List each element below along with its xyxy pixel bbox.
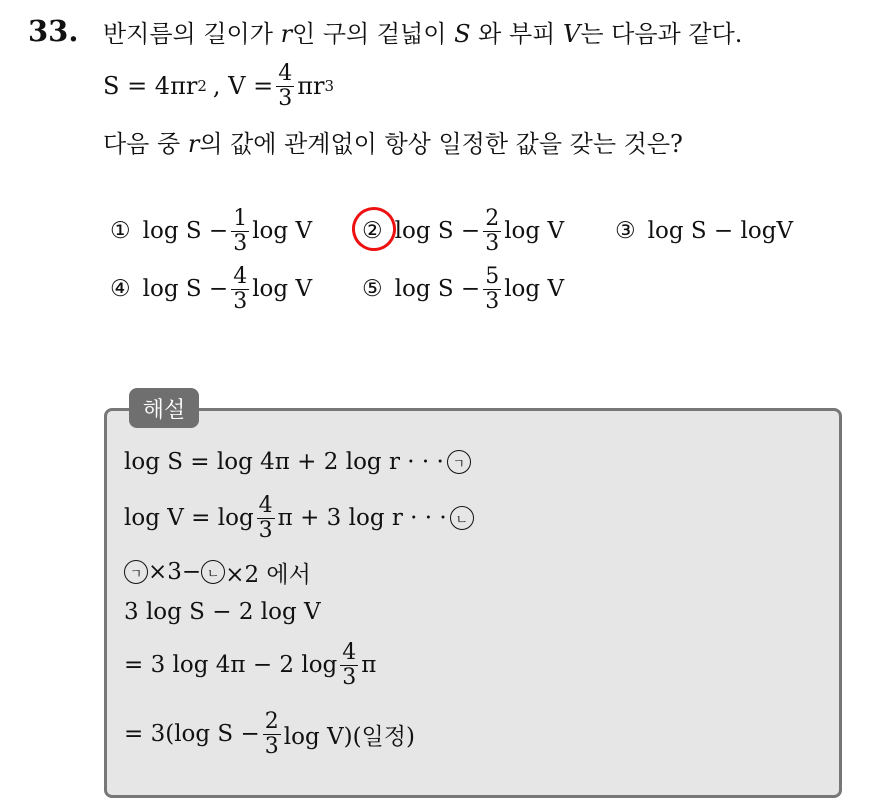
fraction-numerator: 2: [264, 709, 279, 735]
formula-S: S = 4πr: [103, 72, 198, 100]
fraction-denominator: 3: [264, 733, 279, 759]
formula-V-exponent: 3: [324, 77, 334, 95]
solution-line-2: [124, 490, 474, 546]
solution-line-3: [124, 552, 311, 592]
fraction-numerator: 2: [485, 206, 500, 232]
choice-marker-5: ⑤: [362, 276, 383, 302]
prompt-part2: 의 값에 관계없이 항상 일정한 값을 갖는 것은?: [199, 130, 683, 158]
solution-line-4: [124, 592, 321, 632]
choice-1-right: log V: [252, 218, 313, 244]
choice-1[interactable]: [110, 203, 312, 259]
solution-line-6-fraction: [263, 710, 281, 757]
question-text-part3: 와 부피: [478, 20, 556, 48]
choice-2-fraction: [483, 207, 501, 254]
solution-line-3-mid: ×3−: [148, 559, 202, 585]
choice-4[interactable]: [110, 261, 312, 317]
choice-marker-2: ②: [362, 218, 383, 244]
choice-3[interactable]: [615, 203, 793, 259]
choice-4-fraction: [231, 265, 249, 312]
choice-4-right: log V: [252, 276, 313, 302]
choice-marker-1: ①: [110, 218, 131, 244]
solution-line-6-b: log V)(일정): [283, 723, 415, 750]
choice-marker-4: ④: [110, 276, 131, 302]
formula-S-exponent: 2: [197, 77, 207, 95]
fraction-denominator: 3: [485, 288, 500, 314]
given-formula: [103, 58, 334, 114]
fraction-denominator: 3: [258, 517, 273, 543]
solution-line-5-a: = 3 log 4π − 2 log: [124, 652, 338, 678]
circled-giyeok-mark: ㄱ: [124, 560, 148, 584]
choice-3-text: log S − logV: [647, 218, 794, 244]
fraction-numerator: 5: [485, 264, 500, 290]
circled-nieun-mark: ㄴ: [450, 506, 474, 530]
fraction-denominator: 3: [485, 230, 500, 256]
fraction-numerator: 4: [233, 264, 248, 290]
fraction-numerator: 4: [278, 61, 293, 87]
solution-line-2-a: log V = log: [124, 505, 254, 531]
solution-line-2-b: π + 3 log r · · ·: [277, 505, 447, 531]
solution-line-4-text: 3 log S − 2 log V: [124, 599, 321, 625]
solution-line-5-fraction: [340, 641, 358, 688]
fraction-denominator: 3: [233, 230, 248, 256]
fraction-denominator: 3: [278, 85, 293, 111]
choice-5[interactable]: [362, 261, 564, 317]
solution-line-5: [124, 637, 376, 693]
fraction-numerator: 4: [258, 493, 273, 519]
variable-V: V: [562, 20, 581, 48]
choice-4-left: log S −: [142, 276, 229, 302]
question-number: 33.: [28, 14, 79, 48]
choice-2-left: log S −: [394, 218, 481, 244]
variable-S: S: [454, 20, 471, 48]
solution-line-5-b: π: [361, 652, 377, 678]
formula-V-fraction: [276, 62, 294, 109]
choice-2-right: log V: [504, 218, 565, 244]
solution-label: 해설: [129, 388, 199, 428]
solution-line-2-fraction: [257, 494, 275, 541]
prompt-part1: 다음 중: [103, 130, 181, 158]
question-text-part1: 반지름의 길이가: [103, 20, 273, 48]
solution-line-1: [124, 442, 471, 482]
fraction-denominator: 3: [233, 288, 248, 314]
choice-marker-3: ③: [615, 218, 636, 244]
solution-line-6-a: = 3(log S −: [124, 721, 260, 747]
formula-V-rest: πr: [297, 72, 325, 100]
solution-line-3-end: ×2 에서: [225, 561, 311, 588]
formula-separator: , V =: [212, 72, 274, 100]
choice-5-fraction: [483, 265, 501, 312]
prompt-variable-r: r: [187, 130, 200, 158]
question-text-part4: 는 다음과 같다.: [580, 20, 743, 48]
question-text-part2: 인 구의 겉넓이: [292, 20, 447, 48]
fraction-numerator: 4: [342, 640, 357, 666]
circled-giyeok-mark: ㄱ: [447, 450, 471, 474]
choice-5-right: log V: [504, 276, 565, 302]
choice-1-fraction: [231, 207, 249, 254]
question-text: [103, 14, 742, 49]
fraction-numerator: 1: [233, 206, 248, 232]
choice-1-left: log S −: [142, 218, 229, 244]
choice-5-left: log S −: [394, 276, 481, 302]
solution-line-1-text: log S = log 4π + 2 log r · · ·: [124, 449, 444, 475]
question-prompt: [103, 124, 683, 159]
variable-r: r: [280, 20, 293, 48]
fraction-denominator: 3: [342, 664, 357, 690]
solution-line-6: [124, 706, 415, 762]
circled-nieun-mark: ㄴ: [201, 560, 225, 584]
